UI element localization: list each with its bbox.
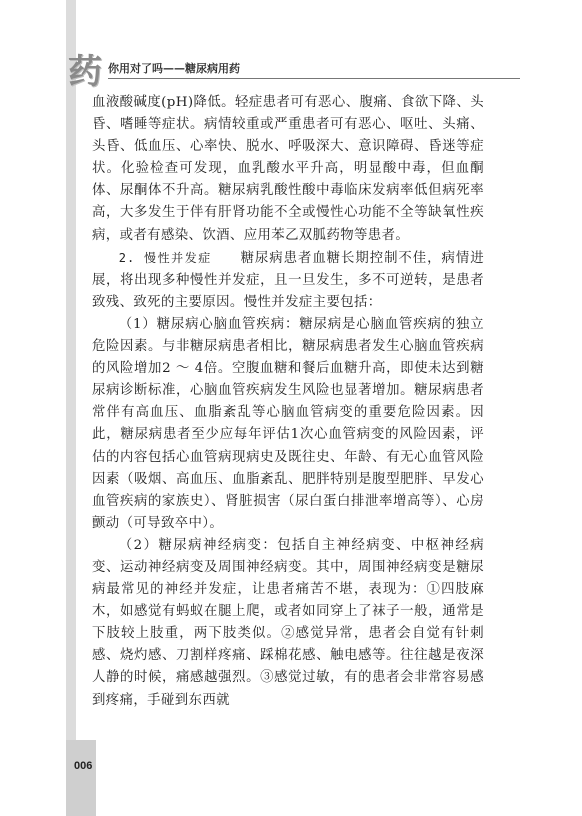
paragraph-4: （2）糖尿病神经病变：包括自主神经病变、中枢神经病变、运动神经病变及周围神经病变。其中，周围神经病变是糖尿病最常见的神经并发症，让患者痛苦不堪，表现为：①四肢麻木，如感觉有蚂蚁在腿上爬，或者如同穿上了袜子一般，通常是下肢较上肢重，两下肢类似。②感觉异常，患者会自觉有针刺感、烧灼感、刀割样疼痛、踩棉花感、触电感等。往往越是夜深人静的时候，痛感越强烈。③感觉过敏，有的患者会非常容易感到疼痛，手碰到东西就 (92, 537, 484, 708)
paragraph-3: （1）糖尿病心脑血管疾病：糖尿病是心脑血管疾病的独立危险因素。与非糖尿病患者相比，糖尿病患者发生心脑血管疾病的风险增加2 ～ 4倍。空腹血糖和餐后血糖升高，即使未达到糖尿病诊断标准，心脑血管疾病发生风险也显著增加。糖尿病患者常伴有高血压、血脂紊乱等心脑血管病变的重要危险因素。因此，糖尿病患者至少应每年评估1次心血管病变的风险因素，评估的内容包括心血管病现病史及既往史、年龄、有无心血管风险因素（吸烟、高血压、血脂紊乱、肥胖特别是腹型肥胖、早发心血管疾病的家族史）、肾脏损害（尿白蛋白排泄率增高等）、心房颤动（可导致卒中）。 (92, 316, 484, 531)
paragraph-2 (92, 247, 484, 314)
paragraph-2-text: 糖尿病患者血糖长期控制不佳，病情进展，将出现多种慢性并发症，且一旦发生，多不可逆转，是患者致残、致死的主要原因。慢性并发症主要包括： (92, 250, 484, 310)
section-heading: 2. 慢性并发症 (118, 250, 212, 265)
page-number-tab (66, 740, 96, 816)
body-text (92, 92, 484, 712)
header-title: 你用对了吗——糖尿病用药 (108, 62, 240, 75)
header-logo-char: 药 (68, 52, 102, 92)
page-number: 006 (74, 760, 93, 772)
running-header (60, 40, 520, 90)
page-edge-strip (66, 0, 76, 816)
paragraph-1: 血液酸碱度(pH)降低。轻症患者可有恶心、腹痛、食欲下降、头昏、嗜睡等症状。病情较重或严重患者可有恶心、呕吐、头痛、头昏、低血压、心率快、脱水、呼吸深大、意识障碍、昏迷等症状。化验检查可发现，血乳酸水平升高，明显酸中毒，但血酮体、尿酮体不升高。糖尿病乳酸性酸中毒临床发病率低但病死率高，大多发生于伴有肝肾功能不全或慢性心功能不全等缺氧性疾病，或者有感染、饮酒、应用苯乙双胍药物等患者。 (92, 95, 484, 243)
header-rule (108, 78, 520, 79)
